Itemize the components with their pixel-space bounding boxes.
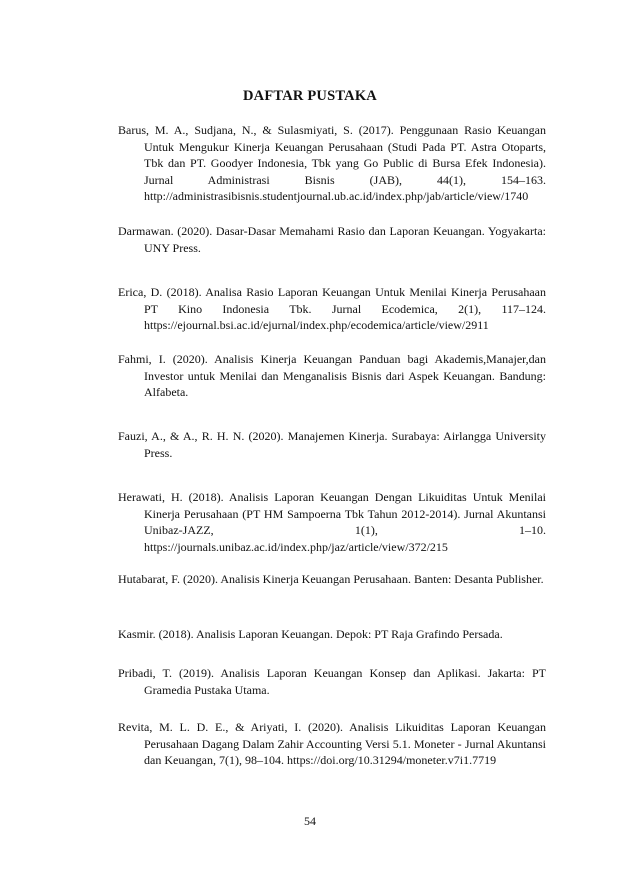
reference-entry: Barus, M. A., Sudjana, N., & Sulasmiyati, S. (2017). Penggunaan Rasio Keuangan Untuk Mengukur Kinerja Keuangan Perusahaan (Studi Pada PT. Astra Otoparts, Tbk dan PT. Goodyer Indonesia, Tbk yang Go Public di Bursa Efek Indonesia). Jurnal Administrasi Bisnis (JAB), 44(1), 154–163. http://administrasibisnis.studentjournal.ub.ac.id/index.php/jab/article/view/1740 xyxy=(118,123,546,203)
page-title: DAFTAR PUSTAKA xyxy=(243,88,377,104)
reference-entry: Fauzi, A., & A., R. H. N. (2020). Manajemen Kinerja. Surabaya: Airlangga University Press. xyxy=(118,429,546,460)
reference-entry: Revita, M. L. D. E., & Ariyati, I. (2020). Analisis Likuiditas Laporan Keuangan Perusahaan Dagang Dalam Zahir Accounting Versi 5.1. Moneter - Jurnal Akuntansi dan Keuangan, 7(1), 98–104. https://doi.org/10.31294/moneter.v7i1.7719 xyxy=(118,720,546,767)
reference-entry: Herawati, H. (2018). Analisis Laporan Keuangan Dengan Likuiditas Untuk Menilai Kinerja Perusahaan (PT HM Sampoerna Tbk Tahun 2012-2014). Jurnal Akuntansi Unibaz-JAZZ, 1(1), 1–10. https://journals.unibaz.ac.id/index.php/jaz/article/view/372/215 xyxy=(118,490,546,554)
page-number: 54 xyxy=(304,814,316,828)
reference-entry: Darmawan. (2020). Dasar-Dasar Memahami Rasio dan Laporan Keuangan. Yogyakarta: UNY Press. xyxy=(118,224,546,255)
reference-entry: Kasmir. (2018). Analisis Laporan Keuangan. Depok: PT Raja Grafindo Persada. xyxy=(118,627,503,641)
reference-entry: Pribadi, T. (2019). Analisis Laporan Keuangan Konsep dan Aplikasi. Jakarta: PT Gramedia Pustaka Utama. xyxy=(118,666,546,697)
reference-entry: Hutabarat, F. (2020). Analisis Kinerja Keuangan Perusahaan. Banten: Desanta Publisher. xyxy=(118,572,544,586)
reference-entry: Erica, D. (2018). Analisa Rasio Laporan Keuangan Untuk Menilai Kinerja Perusahaan PT Kino Indonesia Tbk. Jurnal Ecodemica, 2(1), 117–124. https://ejournal.bsi.ac.id/ejurnal/index.php/ecodemica/article/view/2911 xyxy=(118,285,546,332)
reference-entry: Fahmi, I. (2020). Analisis Kinerja Keuangan Panduan bagi Akademis,Manajer,dan Investor untuk Menilai dan Menganalisis Bisnis dari Aspek Keuangan. Bandung: Alfabeta. xyxy=(118,352,546,399)
